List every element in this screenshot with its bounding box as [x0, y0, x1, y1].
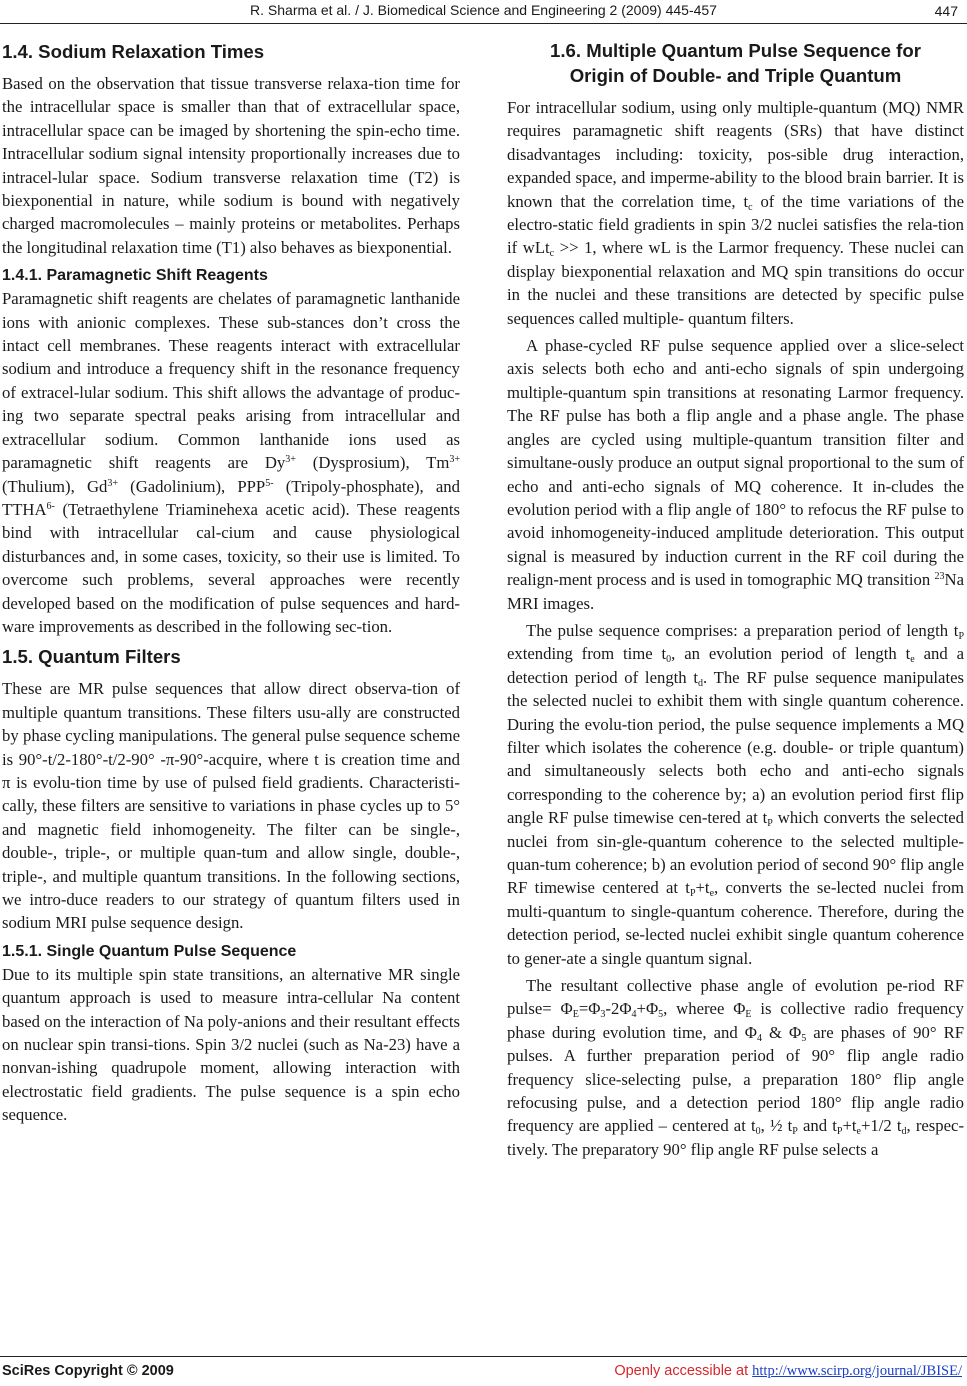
subsection-heading-1-5-1: 1.5.1. Single Quantum Pulse Sequence	[2, 942, 297, 960]
footer-rule	[0, 1356, 967, 1357]
paragraph-collective-phase: The resultant collective phase angle of evolution pe-riod RF pulse= $\Phi_E=\Phi_3-2\Phi_4+\Phi_5$, wheree $\Phi_E$ is collective radio frequency phase during evolution time, and $\Phi_4$ & $\Phi_5$ are phases of 90° RF pulses. A further preparation period of 90° flip angle radio frequency slice-selecting pulse, a preparation 180° flip angle refocusing pulse, and a detection period 180° flip angle radio frequency are applied – centered at $t_0$, ½ $t_P$ and $t_P+t_e+1/2$ $t_d$, respec-tively. The preparatory 90° flip angle RF pulse selects a	[507, 976, 965, 1159]
paragraph-pulse-sequence: The pulse sequence comprises: a preparation period of length $t_P$ extending from time $t_0$, an evolution period of length $t_e$ and a detection period of length $t_d$. The RF pulse sequence manipulates the selected nuclei to exhibit them with single quantum coherence. During the evolu-tion period, the pulse sequence implements a MQ filter which isolates the coherence (e.g. double- or triple quantum) and simultaneously selects both echo and anti-echo signals corresponding to the coherence by; a) an evolution period first flip angle RF pulse timewise cen-tered at $t_P$ which converts the selected nuclei from sin-gle-quantum coherence to the selected multiple- quan-tum coherence; b) an evolution period of second 90° flip angle RF timewise centered at $t_P+t_e$, converts the se-lected nuclei from multi-quantum to single-quantum coherence. Therefore, during the detection period, se-lected nuclei exhibit single quantum coherence to gener-ate a single quantum signal.	[507, 620, 964, 968]
right-column	[507, 36, 964, 1165]
copyright-text: SciRes Copyright © 2009	[2, 1363, 174, 1379]
header-rule	[0, 23, 967, 24]
paragraph-sodium-relaxation: Based on the observation that tissue transverse relaxa-tion time for the intracellular space is smaller than that of extracellular space, intracellular space can be imaged by shortening the spin-echo time. Intracellular sodium signal intensity proportionally increases due to intracel-lular space. Sodium transverse relaxation time (T2) is biexponential in nature, while sodium is bound with negatively charged macromolecules – mainly proteins or metabolites. Perhaps the longitudinal relaxation time (T1) also behaves as biexponential.	[2, 74, 460, 257]
paragraph-phase-cycled: A phase-cycled RF pulse sequence applied over a slice-select axis selects both echo and anti-echo signals of spin undergoing multiple-quantum spin transitions at resonating Larmor frequency. The RF pulse has both a flip angle and a phase angle. The phase angles are cycled using multiple-quantum transition filter and simultane-ously produce an output signal proportional to the sum of echo and anti-echo signals of MQ coherence. It in-cludes the evolution period with a flip angle of 180° to refocus the RF pulse to avoid inhomogeneity-induced amplitude deterioration. This output signal is measured by induction current in the RF coil during the realign-ment process and is used in tomographic MQ transition $^{23}$Na MRI images.	[507, 336, 964, 613]
section-heading-1-4: 1.4. Sodium Relaxation Times	[2, 41, 265, 62]
section-heading-1-5: 1.5. Quantum Filters	[2, 646, 181, 668]
running-head	[0, 0, 967, 22]
subsection-heading-1-4-1: 1.4.1. Paramagnetic Shift Reagents	[2, 267, 268, 285]
paragraph-quantum-filters: These are MR pulse sequences that allow direct observa-tion of multiple quantum transitions. These filters usu-ally are constructed by phase cycling manipulations. The general pulse sequence scheme is 90°-t/2-180°-t/2-90° -π-90°-acquire, where t is creation time and π is evolu-tion time by use of pulsed field gradients. Characteristi-cally, these filters are sensitive to variations in phase cycles up to 5° and magnetic field inhomogeneity. The filter can be single-, double-, triple-, or multiple quan-tum and allow single, double-, triple-, and multiple quantum transitions. In the following sections, we intro-duce readers to our strategy of quantum filters used in sodium MRI pulse sequence design.	[2, 679, 460, 933]
running-title: R. Sharma et al. / J. Biomedical Science and Engineering 2 (2009) 445-457	[250, 2, 717, 18]
left-column	[2, 36, 460, 1131]
paragraph-single-quantum: Due to its multiple spin state transitions, an alternative MR single quantum approach is used to measure intra-cellular Na content based on the interaction of Na poly-anions and their resultant effects on nuclear spin transi-tions. Spin 3/2 nuclei (such as Na-23) have a nonvan-ishing quadrupole moment, allowing interaction with electrostatic field gradients. The pulse sequence is a spin echo sequence.	[2, 964, 460, 1125]
paragraph-mq-intro: For intracellular sodium, using only multiple-quantum (MQ) NMR requires paramagnetic shift reagents (SRs) that have distinct disadvantages including: toxicity, pos-sible drug interaction, expanded space, and imperme-ability to the blood brain barrier. It is known that the correlation time, $t_c$ of the time variations of the electro-static field gradients in spin 3/2 nuclei satisfies the rela-tion if wLt$_c$ >> 1, where wL is the Larmor frequency. These nuclei can display biexponential relaxation and MQ spin transitions do occur in the nuclei and these transitions are detected by specific pulse sequences called multiple- quantum filters.	[507, 98, 964, 328]
paragraph-shift-reagents: Paramagnetic shift reagents are chelates of paramagnetic lanthanide ions with anionic complexes. These sub-stances don’t cross the intact cell membranes. These reagents interact with extracellular sodium and introduce a frequency shift in the resonance frequency of extracel-lular sodium. This shift allows the advantage of produc-ing two separate spectral peaks arising from intracellular and extracellular sodium. Common lanthanide ions used as paramagnetic shift reagents are $Dy^{3+}$ (Dysprosium), $Tm^{3+}$ (Thulium), $Gd^{3+}$ (Gadolinium), $PPP^{5-}$ (Tripoly-phosphate), and $TTHA^{6-}$ (Tetraethylene Triaminehexa acetic acid). These reagents bind with intracellular cal-cium and cause physiological disturbances and, in some cases, toxicity, so their use is limited. To overcome such problems, several approaches were recently developed based on the modification of pulse sequences and hard-ware improvements as described in the following sec-tion.	[2, 289, 460, 636]
page-number: 447	[934, 3, 958, 19]
section-heading-1-6: 1.6. Multiple Quantum Pulse Sequence for Origin of Double- and Triple Quantum	[550, 40, 921, 86]
open-access-label: Openly accessible at	[614, 1363, 753, 1379]
open-access-note	[614, 1361, 962, 1381]
journal-url-link[interactable]: http://www.scirp.org/journal/JBISE/	[752, 1363, 962, 1379]
footer	[0, 1361, 967, 1383]
